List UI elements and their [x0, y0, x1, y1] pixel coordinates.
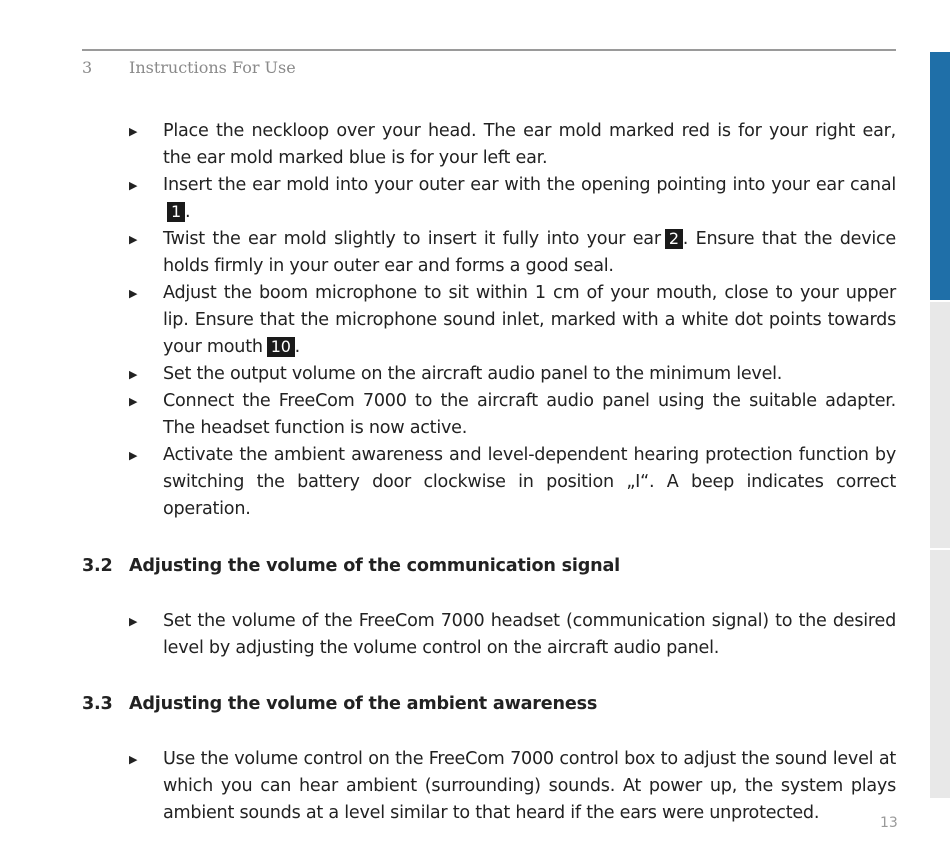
bullet-arrow-icon: ▶ [129, 233, 138, 246]
page-content [82, 118, 896, 827]
section-heading [82, 691, 896, 718]
chapter-tab [930, 302, 950, 548]
list-item: ▶ Set the volume of the FreeCom 7000 headset (communication signal) to the desired level by adjusting the volume control on the aircraft audio panel. [82, 608, 896, 662]
section-heading [82, 553, 896, 580]
chapter-title: Instructions For Use [129, 58, 296, 77]
bullet-arrow-icon: ▶ [129, 615, 138, 628]
section-number: 3.3 [82, 694, 113, 714]
section-title: Adjusting the volume of the ambient awareness [129, 694, 598, 714]
bullet-arrow-icon: ▶ [129, 125, 138, 138]
bullet-arrow-icon: ▶ [129, 287, 138, 300]
bullet-arrow-icon: ▶ [129, 449, 138, 462]
list-item: ▶ Place the neckloop over your head. The ear mold marked red is for your right ear, the ear mold marked blue is for your left ear. [82, 118, 896, 172]
bullet-arrow-icon: ▶ [129, 179, 138, 192]
chapter-tab-active [930, 52, 950, 300]
section-3-2-list [82, 608, 896, 662]
chapter-tab [930, 550, 950, 798]
figure-reference-badge: 2 [665, 229, 683, 249]
bullet-arrow-icon: ▶ [129, 368, 138, 381]
section-title: Adjusting the volume of the communication signal [129, 556, 620, 576]
section-3-3-list [82, 746, 896, 827]
figure-reference-badge: 10 [267, 337, 295, 357]
list-item: ▶ Activate the ambient awareness and level-dependent hearing protection function by switching the battery door clockwise in position „I“. A beep indicates correct operation. [82, 442, 896, 523]
chapter-header [82, 58, 296, 77]
chapter-number: 3 [82, 58, 93, 77]
figure-reference-badge: 1 [167, 202, 185, 222]
header-rule [82, 49, 896, 51]
page-number: 13 [880, 815, 898, 831]
list-item: ▶ Connect the FreeCom 7000 to the aircraft audio panel using the suitable adapter. The headset function is now active. [82, 388, 896, 442]
list-item: ▶ Adjust the boom microphone to sit within 1 cm of your mouth, close to your upper lip. Ensure that the microphone sound inlet, marked with a white dot points towards your mouth 10 . [82, 280, 896, 361]
list-item: ▶ Twist the ear mold slightly to insert it fully into your ear 2 . Ensure that the device holds firmly in your outer ear and forms a good seal. [82, 226, 896, 280]
list-item: ▶ Set the output volume on the aircraft audio panel to the minimum level. [82, 361, 896, 388]
intro-steps-list [82, 118, 896, 523]
section-number: 3.2 [82, 556, 113, 576]
list-item: ▶ Insert the ear mold into your outer ear with the opening pointing into your ear canal1 . [82, 172, 896, 226]
bullet-arrow-icon: ▶ [129, 395, 138, 408]
bullet-arrow-icon: ▶ [129, 753, 138, 766]
list-item: ▶ Use the volume control on the FreeCom 7000 control box to adjust the sound level at which you can hear ambient (surrounding) sounds. At power up, the system plays ambient sounds at a level similar to that heard if the ears were unprotected. [82, 746, 896, 827]
